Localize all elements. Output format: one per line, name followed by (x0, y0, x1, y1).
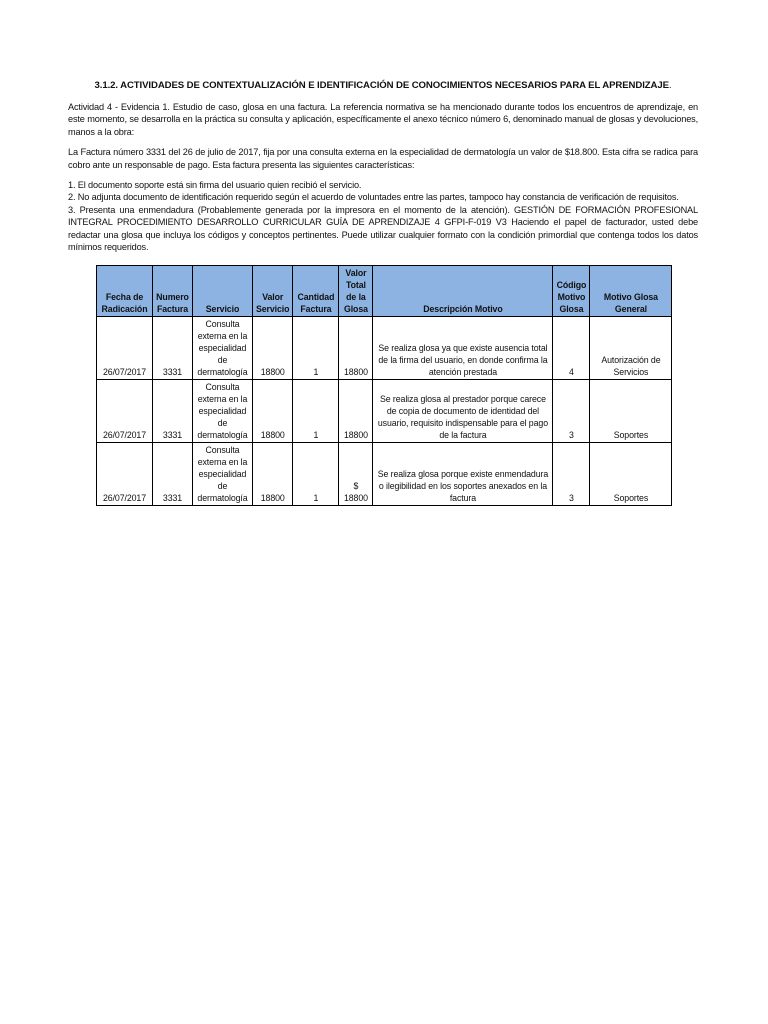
cell-codigo: 3 (553, 443, 590, 506)
cell-numero: 3331 (153, 317, 193, 380)
cell-motivo: Autorización de Servicios (590, 317, 672, 380)
header-motivo: Motivo Glosa General (590, 266, 672, 317)
section-heading (68, 80, 698, 91)
table-row (97, 443, 672, 506)
header-codigo: Código Motivo Glosa (553, 266, 590, 317)
characteristic-item-1: 1. El documento soporte está sin firma del usuario quien recibió el servicio. (68, 180, 362, 191)
cell-valor: 18800 (253, 443, 293, 506)
cell-servicio: Consulta externa en la especialidad de dermatología (193, 380, 253, 443)
cell-fecha: 26/07/2017 (97, 380, 153, 443)
cell-cantidad: 1 (293, 380, 339, 443)
cell-servicio: Consulta externa en la especialidad de dermatología (193, 317, 253, 380)
table-header-row (97, 266, 672, 317)
cell-total: 18800 (339, 317, 373, 380)
cell-fecha: 26/07/2017 (97, 317, 153, 380)
cell-cantidad: 1 (293, 317, 339, 380)
header-fecha: Fecha de Radicación (97, 266, 153, 317)
cell-total: $ 18800 (339, 443, 373, 506)
cell-descripcion: Se realiza glosa ya que existe ausencia total de la firma del usuario, en donde confirma la atención prestada (373, 317, 553, 380)
header-descripcion: Descripción Motivo (373, 266, 553, 317)
cell-valor: 18800 (253, 380, 293, 443)
cell-descripcion: Se realiza glosa porque existe enmendadura o ilegibilidad en los soportes anexados en la factura (373, 443, 553, 506)
cell-numero: 3331 (153, 443, 193, 506)
table-row (97, 317, 672, 380)
section-heading-text: 3.1.2. ACTIVIDADES DE CONTEXTUALIZACIÓN E IDENTIFICACIÓN DE CONOCIMIENTOS NECESARIOS PARA EL APRENDIZAJE (94, 80, 669, 91)
section-heading-dot: . (668, 80, 672, 91)
cell-motivo: Soportes (590, 380, 672, 443)
table-row (97, 380, 672, 443)
cell-motivo: Soportes (590, 443, 672, 506)
cell-fecha: 26/07/2017 (97, 443, 153, 506)
glosa-table (96, 265, 672, 506)
header-total: Valor Total de la Glosa (339, 266, 373, 317)
cell-cantidad: 1 (293, 443, 339, 506)
cell-descripcion: Se realiza glosa al prestador porque carece de copia de documento de identidad del usuario, requisito indispensable para el pago de la factura (373, 380, 553, 443)
cell-codigo: 4 (553, 317, 590, 380)
cell-total: 18800 (339, 380, 373, 443)
header-cantidad: Cantidad Factura (293, 266, 339, 317)
characteristics-list (68, 179, 698, 253)
invoice-paragraph: La Factura número 3331 del 26 de julio de 2017, fija por una consulta externa en la especialidad de dermatología un valor de $18.800. Esta cifra se radica para cobro ante un responsable de pago. Esta factura presenta las siguientes características: (68, 147, 698, 170)
cell-codigo: 3 (553, 380, 590, 443)
cell-numero: 3331 (153, 380, 193, 443)
cell-valor: 18800 (253, 317, 293, 380)
header-servicio: Servicio (193, 266, 253, 317)
header-valor: Valor Servicio (253, 266, 293, 317)
cell-servicio: Consulta externa en la especialidad de dermatología (193, 443, 253, 506)
characteristic-item-2: 2. No adjunta documento de identificación requerido según el acuerdo de voluntades entre las partes, tampoco hay constancia de verificación de requisitos. (68, 192, 679, 203)
header-numero: Numero Factura (153, 266, 193, 317)
characteristic-item-3: 3. Presenta una enmendadura (Probablemente generada por la impresora en el momento de la atención). GESTIÓN DE FORMACIÓN PROFESIONAL INTEGRAL PROCEDIMIENTO DESARROLLO CURRICULAR GUÍA DE APRENDIZAJE 4 GFPI-F-019 V3 Haciendo el papel de facturador, usted debe redactar una glosa que incluya los códigos y conceptos pertinentes. Puede utilizar cualquier formato con la condición primordial que contenga todos los datos mínimos requeridos. (68, 204, 698, 253)
activity-paragraph: Actividad 4 - Evidencia 1. Estudio de caso, glosa en una factura. La referencia normativa se ha mencionado durante todos los encuentros de aprendizaje, en este momento, se desarrolla en la práctica su consulta y aplicación, específicamente el anexo técnico número 6, denominado manual de glosas y devoluciones, manos a la obra: (68, 102, 698, 137)
